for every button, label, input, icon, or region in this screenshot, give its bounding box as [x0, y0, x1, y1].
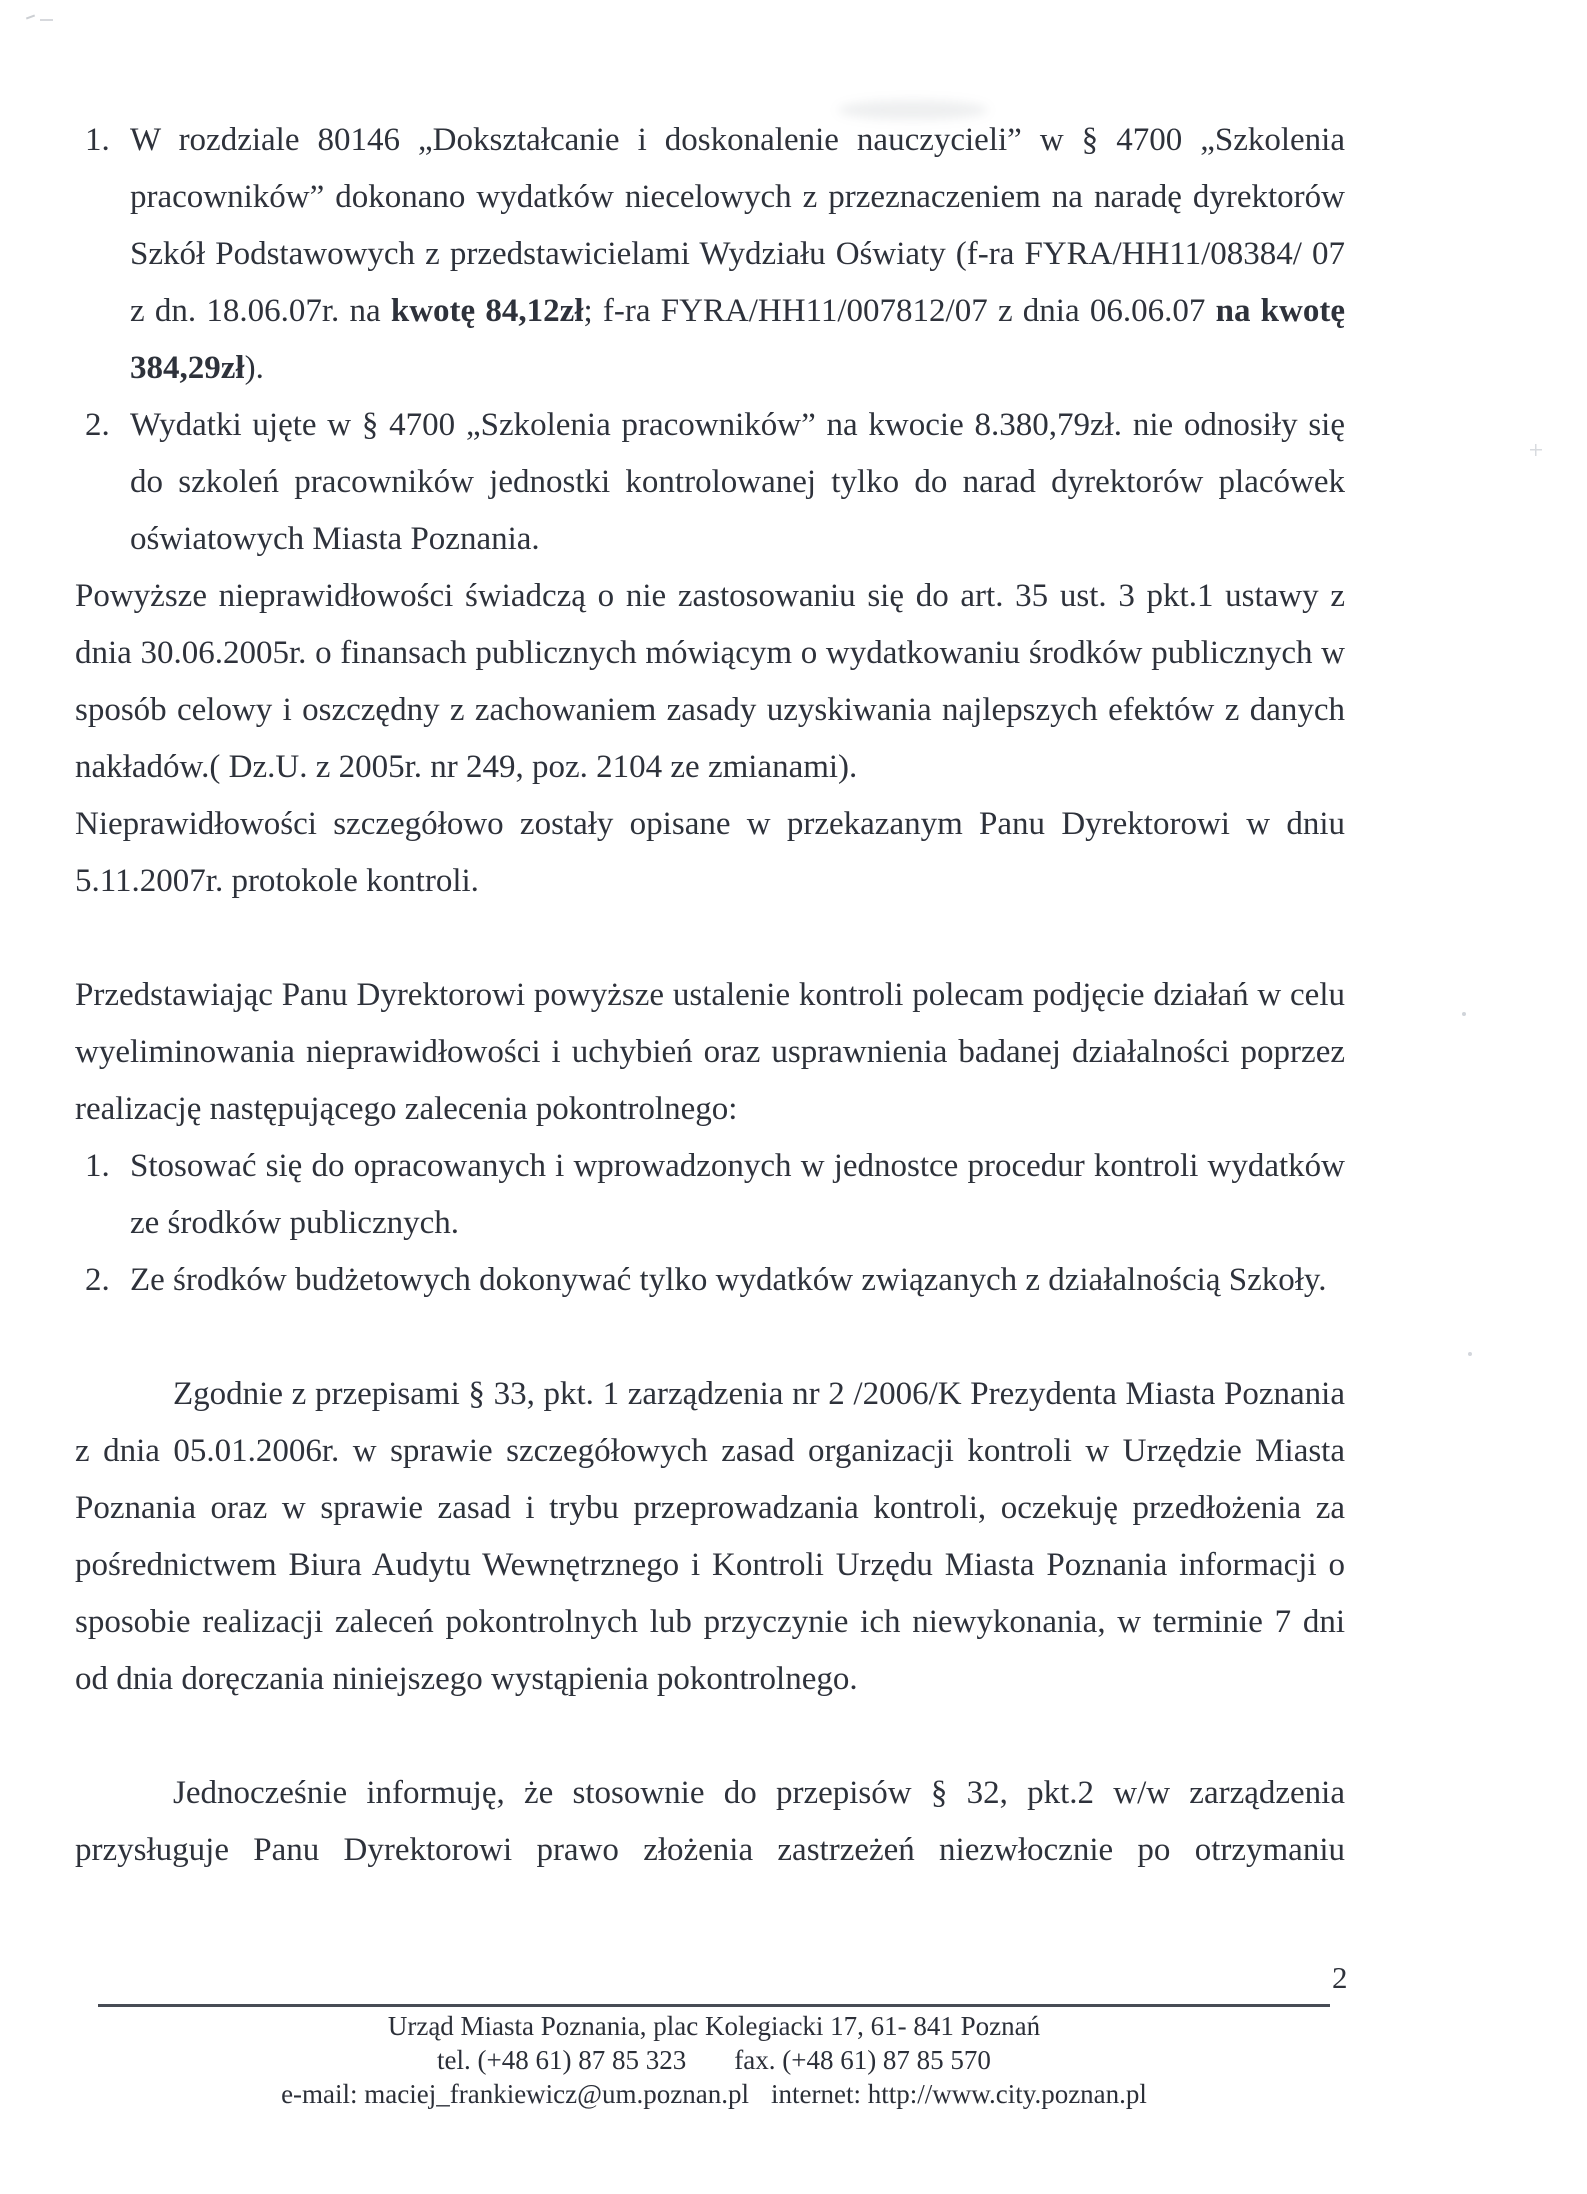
- finding-item-1: [75, 112, 1345, 397]
- recommendation-2-text: Ze środków budżetowych dokonywać tylko wydatków związanych z działalnością Szkoły.: [130, 1262, 1327, 1298]
- blank-line: [75, 910, 1345, 967]
- letter-body: [75, 112, 1345, 1879]
- scan-artifact-plus: [1529, 443, 1543, 457]
- paragraph-przedstawiajac: Przedstawiając Panu Dyrektorowi powyższe ustalenie kontroli polecam podjęcie działań w celu wyeliminowania nieprawidłowości i uchybień oraz usprawnienia badanej działalności poprzez realizację następującego zalecenia pokontrolnego:: [75, 977, 1345, 1127]
- footer-internet: internet: http://www.city.poznan.pl: [771, 2079, 1147, 2109]
- finding-2-text: Wydatki ujęte w § 4700 „Szkolenia pracowników” na kwocie 8.380,79zł. nie odnosiły się do szkoleń pracowników jednostki kontrolowanej tylko do narad dyrektorów placówek oświatowych Miasta Poznania.: [130, 407, 1345, 557]
- paragraph-zgodnie: Zgodnie z przepisami § 33, pkt. 1 zarządzenia nr 2 /2006/K Prezydenta Miasta Poznania z dnia 05.01.2006r. w sprawie szczegółowych zasad organizacji kontroli w Urzędzie Miasta Poznania oraz w sprawie zasad i trybu przeprowadzania kontroli, oczekuję przedłożenia za pośrednictwem Biura Audytu Wewnętrznego i Kontroli Urzędu Miasta Poznania informacji o sposobie realizacji zaleceń pokontrolnych lub przyczynie ich niewykonania, w terminie 7 dni od dnia doręczania niniejszego wystąpienia pokontrolnego.: [75, 1376, 1345, 1697]
- finding-1-amount-2: na kwotę 384,29zł: [130, 293, 1345, 386]
- finding-1-text-2: ; f-ra FYRA/HH11/007812/07 z dnia 06.06.07: [583, 293, 1216, 329]
- footer-email: e-mail: maciej_frankiewicz@um.poznan.pl: [281, 2079, 749, 2109]
- recommendation-item-1: [75, 1138, 1345, 1252]
- paragraph-jednoczesnie: Jednocześnie informuję, że stosownie do przepisów § 32, pkt.2 w/w zarządzenia przysługuje Panu Dyrektorowi prawo złożenia zastrzeżeń niezwłocznie po otrzymaniu: [75, 1775, 1345, 1868]
- list-number: 1.: [85, 1148, 110, 1184]
- list-number: 2.: [85, 1262, 110, 1298]
- footer-fax: fax. (+48 61) 87 85 570: [734, 2045, 991, 2075]
- scan-artifact-speck: [1462, 1012, 1466, 1016]
- recommendation-item-2: [75, 1252, 1345, 1309]
- finding-item-2: [75, 397, 1345, 568]
- finding-1-amount-1: kwotę 84,12zł: [390, 293, 584, 329]
- blank-line: [75, 1309, 1345, 1366]
- footer: [98, 2009, 1330, 2111]
- footer-online-line: [98, 2077, 1330, 2111]
- finding-1-text: W rozdziale 80146 „Dokształcanie i doskonalenie nauczycieli” w § 4700 „Szkolenia pracowników” dokonano wydatków niecelowych z przeznaczeniem na naradę dyrektorów Szkół Podstawowych z przedstawicielami Wydziału Oświaty (f-ra FYRA/HH11/08384/ 07 z dn. 18.06.07r. na: [130, 122, 1345, 329]
- footer-tel: tel. (+48 61) 87 85 323: [437, 2045, 687, 2075]
- list-number: 2.: [85, 407, 110, 443]
- list-number: 1.: [85, 122, 110, 158]
- footer-address: Urząd Miasta Poznania, plac Kolegiacki 17, 61- 841 Poznań: [387, 2011, 1041, 2041]
- recommendation-1-text: Stosować się do opracowanych i wprowadzonych w jednostce procedur kontroli wydatków ze środków publicznych.: [130, 1148, 1345, 1241]
- page-number: 2: [1332, 1960, 1348, 1995]
- scan-artifact-speck: [1468, 1352, 1472, 1356]
- paragraph-powyzsze: Powyższe nieprawidłowości świadczą o nie zastosowaniu się do art. 35 ust. 3 pkt.1 ustawy z dnia 30.06.2005r. o finansach publicznych mówiącym o wydatkowaniu środków publicznych w sposób celowy i oszczędny z zachowaniem zasady uzyskiwania najlepszych efektów z danych nakładów.( Dz.U. z 2005r. nr 249, poz. 2104 ze zmianami).: [75, 578, 1345, 785]
- footer-contact-line: [98, 2043, 1330, 2077]
- scan-artifact-dash: [26, 15, 35, 20]
- paragraph-nieprawidlowosci: Nieprawidłowości szczegółowo zostały opisane w przekazanym Panu Dyrektorowi w dniu 5.11.2007r. protokole kontroli.: [75, 806, 1345, 899]
- footer-divider: [98, 2004, 1330, 2007]
- finding-1-text-3: ).: [244, 350, 264, 386]
- blank-line: [75, 1708, 1345, 1765]
- scan-artifact-dash: [40, 19, 53, 21]
